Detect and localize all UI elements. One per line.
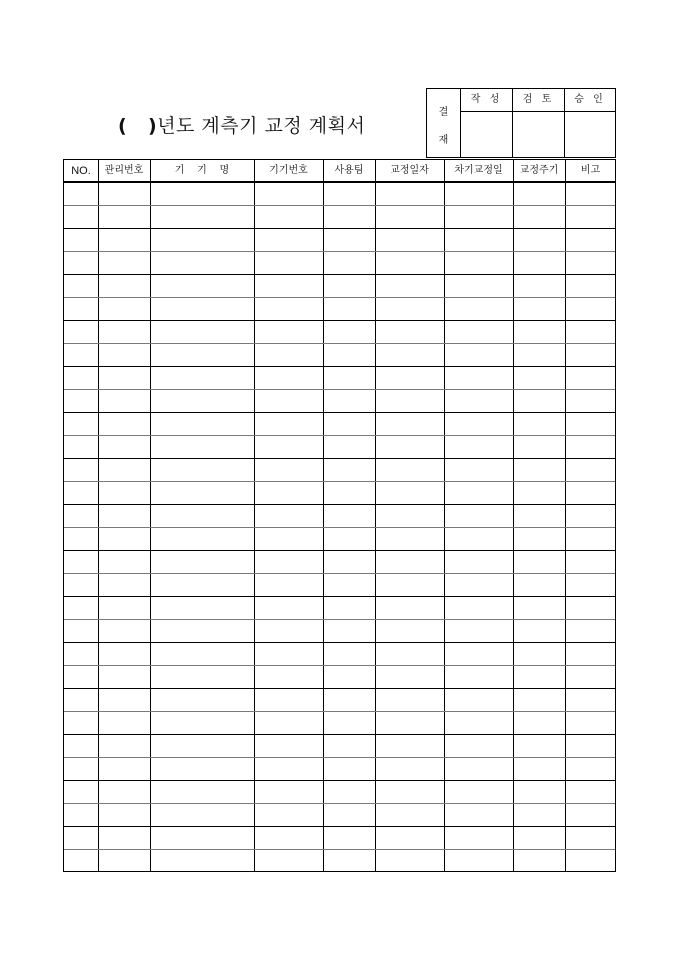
title-text: 년도 계측기 교정 계획서 (157, 115, 366, 137)
approval-header-review: 검 토 (513, 89, 564, 112)
table-row[interactable] (64, 321, 615, 344)
table-row[interactable] (64, 528, 615, 551)
calibration-plan-table (63, 159, 616, 872)
table-row[interactable] (64, 758, 615, 781)
table-row[interactable] (64, 252, 615, 275)
title-open-paren: ( (118, 115, 128, 137)
table-row[interactable] (64, 850, 615, 873)
approval-header-write: 작 성 (461, 89, 512, 112)
title-close-paren: ) (148, 115, 158, 137)
approval-side-bottom: 재 (438, 135, 449, 146)
table-row[interactable] (64, 689, 615, 712)
table-row[interactable] (64, 367, 615, 390)
col-calibration-cycle-header: 교정주기 (519, 165, 559, 176)
approval-col-review[interactable] (513, 89, 565, 157)
table-row[interactable] (64, 298, 615, 321)
table-row[interactable] (64, 574, 615, 597)
table-row[interactable] (64, 781, 615, 804)
table-row[interactable] (64, 482, 615, 505)
approval-col-write[interactable] (461, 89, 513, 157)
table-row[interactable] (64, 712, 615, 735)
table-row[interactable] (64, 735, 615, 758)
table-row[interactable] (64, 666, 615, 689)
table-row[interactable] (64, 827, 615, 850)
col-device-name-header: 기 기 명 (174, 165, 230, 176)
col-no-header: NO. (71, 165, 91, 177)
table-row[interactable] (64, 206, 615, 229)
table-row[interactable] (64, 804, 615, 827)
table-row[interactable] (64, 344, 615, 367)
col-user-team-header: 사용팀 (334, 165, 364, 176)
col-mgmt-number-header: 관리번호 (104, 165, 144, 176)
col-device-number-header: 기기번호 (269, 165, 308, 176)
approval-side-label (427, 89, 461, 157)
col-calibration-date-header: 교정일자 (390, 165, 429, 176)
table-row[interactable] (64, 413, 615, 436)
table-row[interactable] (64, 183, 615, 206)
table-row[interactable] (64, 551, 615, 574)
table-row[interactable] (64, 229, 615, 252)
table-row[interactable] (64, 620, 615, 643)
table-row[interactable] (64, 643, 615, 666)
table-row[interactable] (64, 597, 615, 620)
approval-header-approve: 승 인 (565, 89, 615, 112)
table-row[interactable] (64, 459, 615, 482)
approval-col-approve[interactable] (565, 89, 615, 157)
table-row[interactable] (64, 390, 615, 413)
table-row[interactable] (64, 436, 615, 459)
table-row[interactable] (64, 275, 615, 298)
approval-box (426, 88, 616, 158)
approval-side-top: 결 (438, 107, 449, 118)
document-title (118, 114, 365, 138)
col-next-calibration-header: 차기교정일 (454, 165, 503, 176)
table-row[interactable] (64, 505, 615, 528)
col-remarks-header: 비고 (580, 165, 601, 176)
